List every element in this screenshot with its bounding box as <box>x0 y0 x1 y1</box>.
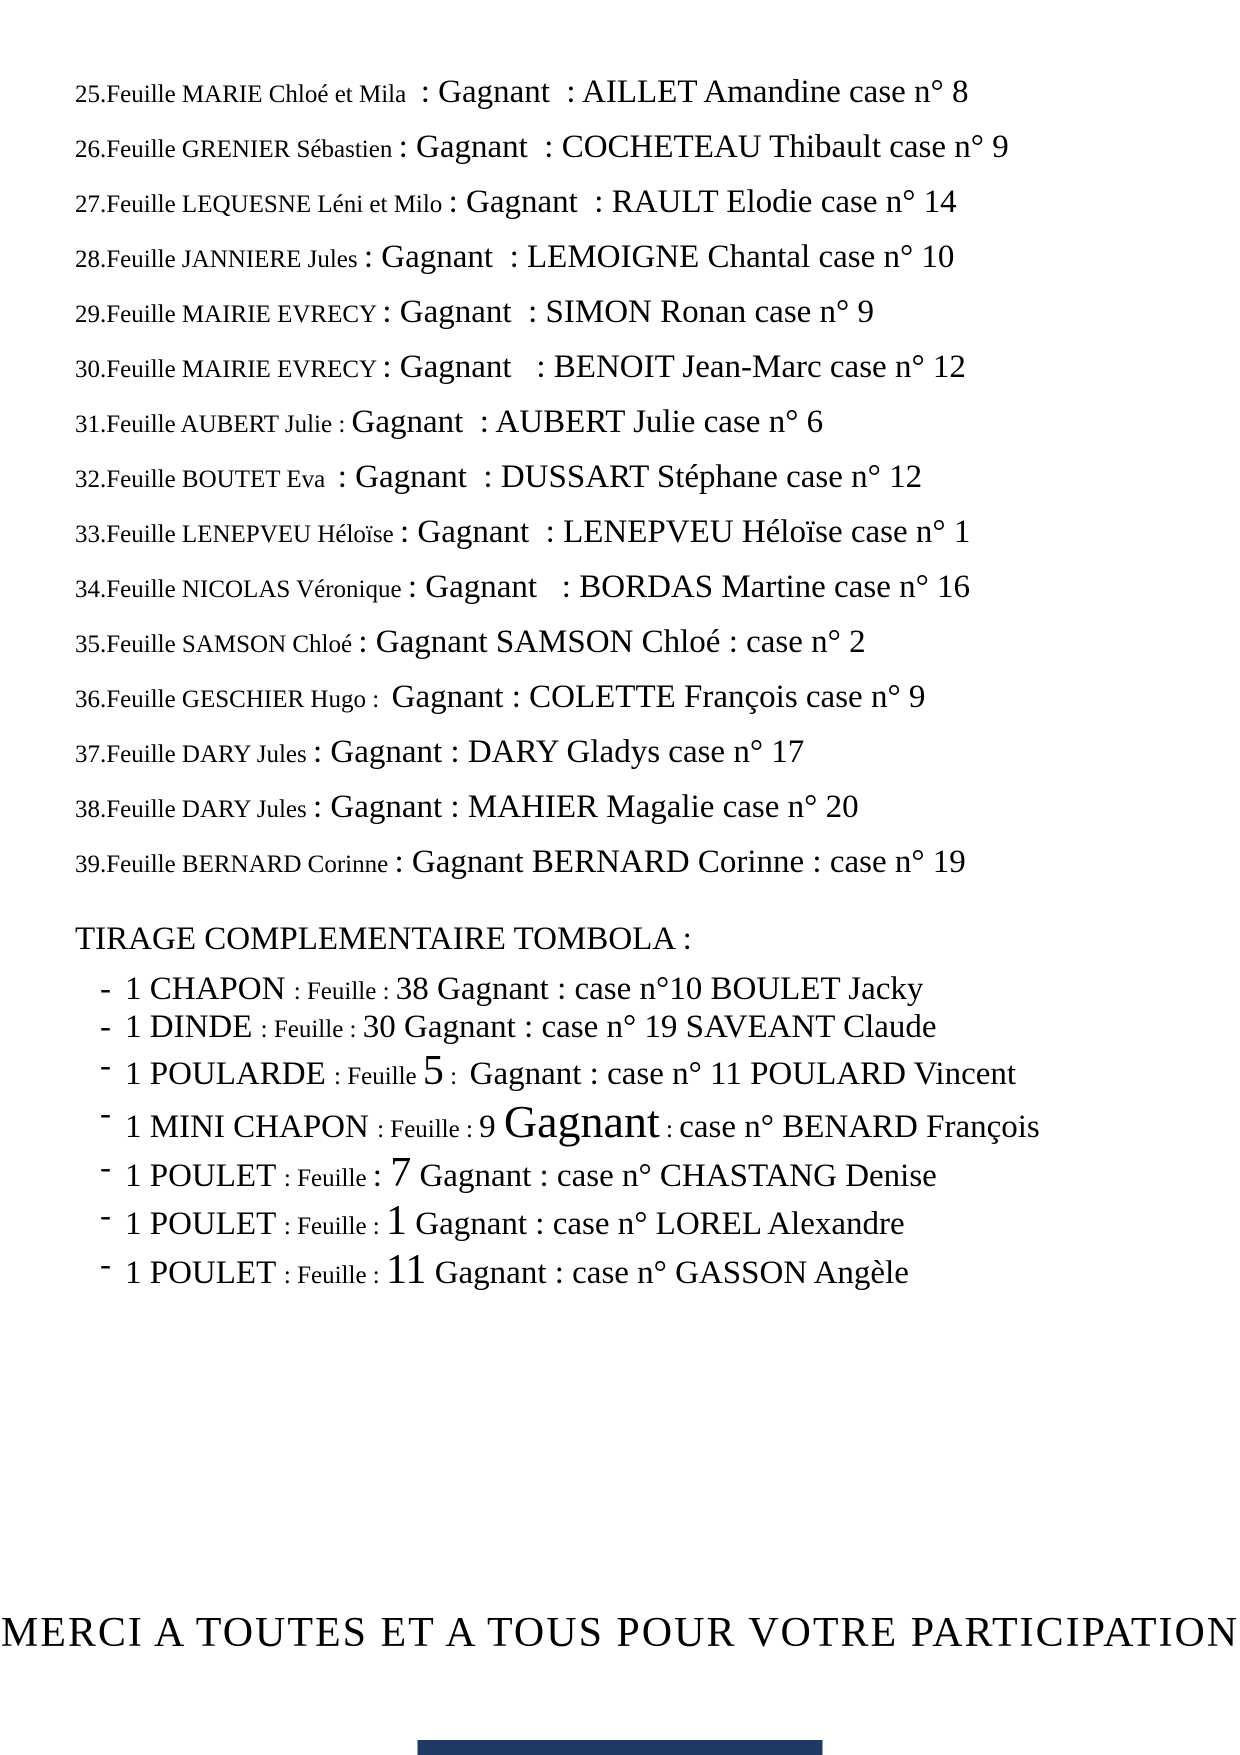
winner-sheet-label: 25.Feuille MARIE Chloé et Mila <box>75 81 413 108</box>
bullet-dash-icon: - <box>100 1149 111 1186</box>
winner-line <box>75 451 1205 506</box>
winner-line <box>75 286 1205 341</box>
winner-line <box>75 176 1205 231</box>
winner-sheet-label: 28.Feuille JANNIERE Jules <box>75 246 364 273</box>
bullet-dash-icon: - <box>100 971 111 1007</box>
winner-line <box>75 231 1205 286</box>
tombola-section-title: TIRAGE COMPLEMENTAIRE TOMBOLA : <box>75 921 692 957</box>
tombola-segment: 9 <box>479 1109 504 1146</box>
winner-result-label: : Gagnant : BORDAS Martine case n° 16 <box>407 569 971 605</box>
tombola-segment: : Feuille <box>334 1062 423 1090</box>
tombola-item <box>75 1197 1175 1246</box>
winner-result-label: : Gagnant : MAHIER Magalie case n° 20 <box>312 789 859 825</box>
winner-sheet-label: 36.Feuille GESCHIER Hugo : <box>75 686 392 713</box>
tombola-item <box>75 1246 1175 1295</box>
tombola-segment: : Feuille : <box>260 1016 363 1044</box>
winner-line <box>75 616 1205 671</box>
winner-result-label: : Gagnant SAMSON Chloé : case n° 2 <box>358 624 866 660</box>
bullet-dash-icon: - <box>100 1047 111 1084</box>
tombola-segment: : <box>443 1062 470 1090</box>
winner-result-label: : Gagnant : COCHETEAU Thibault case n° 9 <box>398 129 1009 165</box>
winner-result-label: : Gagnant : LENEPVEU Héloïse case n° 1 <box>399 514 971 550</box>
winner-line <box>75 506 1205 561</box>
winner-line <box>75 671 1205 726</box>
bullet-dash-icon: - <box>100 1009 111 1046</box>
winner-line <box>75 121 1205 176</box>
winners-list <box>75 66 1205 891</box>
tombola-segment: Gagnant : case n° LOREL Alexandre <box>406 1206 905 1243</box>
winner-result-label: : Gagnant : AILLET Amandine case n° 8 <box>412 74 969 110</box>
winner-sheet-label: 37.Feuille DARY Jules <box>75 741 313 768</box>
tombola-segment: : <box>372 1157 391 1194</box>
winner-line <box>75 726 1205 781</box>
tombola-segment: Gagnant : case n° GASSON Angèle <box>426 1255 909 1292</box>
tombola-segment: 1 POULARDE <box>125 1055 335 1092</box>
winner-line <box>75 836 1205 891</box>
tombola-segment: 1 <box>385 1198 407 1245</box>
tombola-segment: : Feuille : <box>283 1262 386 1290</box>
tombola-segment: Gagnant : case n° 11 POULARD Vincent <box>469 1055 1017 1092</box>
winner-sheet-label: 29.Feuille MAIRIE EVRECY <box>75 301 383 328</box>
footer-message: MERCI A TOUTES ET A TOUS POUR VOTRE PARTICIPATION <box>0 1610 1240 1656</box>
winner-result-label: : Gagnant BERNARD Corinne : case n° 19 <box>394 844 966 880</box>
tombola-segment: : <box>659 1116 680 1144</box>
winner-line <box>75 66 1205 121</box>
winner-line <box>75 341 1205 396</box>
winner-line <box>75 561 1205 616</box>
tombola-item <box>75 1008 1175 1046</box>
tombola-segment: 1 DINDE <box>125 1009 261 1046</box>
tombola-segment: : Feuille <box>283 1164 373 1192</box>
winner-sheet-label: 39.Feuille BERNARD Corinne <box>75 851 395 878</box>
winner-sheet-label: 26.Feuille GRENIER Sébastien <box>75 136 399 163</box>
winner-result-label: : Gagnant : DARY Gladys case n° 17 <box>312 734 805 770</box>
winner-result-label: : Gagnant : BENOIT Jean-Marc case n° 12 <box>382 349 966 385</box>
tombola-segment: 1 CHAPON <box>125 971 294 1007</box>
tombola-segment: : Feuille : <box>283 1213 386 1241</box>
tombola-item <box>75 1047 1175 1096</box>
tombola-segment: 7 <box>390 1149 412 1196</box>
winner-result-label: : Gagnant : DUSSART Stéphane case n° 12 <box>337 459 923 495</box>
tombola-segment: 5 <box>422 1047 444 1094</box>
winner-result-label: Gagnant : COLETTE François case n° 9 <box>391 679 926 715</box>
tombola-segment: 1 POULET <box>125 1206 284 1243</box>
winner-sheet-label: 35.Feuille SAMSON Chloé <box>75 631 359 658</box>
winner-sheet-label: 30.Feuille MAIRIE EVRECY <box>75 356 383 383</box>
winner-result-label: : Gagnant : RAULT Elodie case n° 14 <box>448 184 957 220</box>
winner-result-label: : Gagnant : SIMON Ronan case n° 9 <box>382 294 875 330</box>
winner-result-label: Gagnant : AUBERT Julie case n° 6 <box>351 404 824 440</box>
tombola-segment: 1 POULET <box>125 1255 284 1292</box>
tombola-segment: case n° BENARD François <box>679 1109 1040 1146</box>
winner-line <box>75 781 1205 836</box>
page-indicator-bar <box>418 1740 823 1755</box>
winner-sheet-label: 38.Feuille DARY Jules <box>75 796 313 823</box>
tombola-segment: Gagnant : case n° CHASTANG Denise <box>411 1157 937 1194</box>
tombola-segment: : Feuille : <box>377 1116 480 1144</box>
tombola-item <box>75 970 1175 1008</box>
tombola-segment: 1 POULET <box>125 1157 284 1194</box>
tombola-segment: 1 MINI CHAPON <box>125 1109 378 1146</box>
tombola-segment: Gagnant <box>503 1096 660 1148</box>
tombola-list <box>75 970 1175 1295</box>
winner-result-label: : Gagnant : LEMOIGNE Chantal case n° 10 <box>363 239 955 275</box>
winner-sheet-label: 27.Feuille LEQUESNE Léni et Milo <box>75 191 449 218</box>
tombola-segment: 11 <box>385 1247 427 1294</box>
tombola-item <box>75 1095 1175 1148</box>
bullet-dash-icon: - <box>100 1247 111 1284</box>
winner-sheet-label: 32.Feuille BOUTET Eva <box>75 466 338 493</box>
tombola-item <box>75 1149 1175 1198</box>
winner-sheet-label: 31.Feuille AUBERT Julie : <box>75 411 352 438</box>
winner-sheet-label: 34.Feuille NICOLAS Véronique <box>75 576 408 603</box>
tombola-segment: 30 Gagnant : case n° 19 SAVEANT Claude <box>362 1009 937 1046</box>
winner-sheet-label: 33.Feuille LENEPVEU Héloïse <box>75 521 400 548</box>
tombola-segment: 38 Gagnant : case n°10 BOULET Jacky <box>395 971 924 1007</box>
tombola-segment: : Feuille : <box>293 978 396 1005</box>
bullet-dash-icon: - <box>100 1096 111 1133</box>
winner-line <box>75 396 1205 451</box>
bullet-dash-icon: - <box>100 1198 111 1235</box>
